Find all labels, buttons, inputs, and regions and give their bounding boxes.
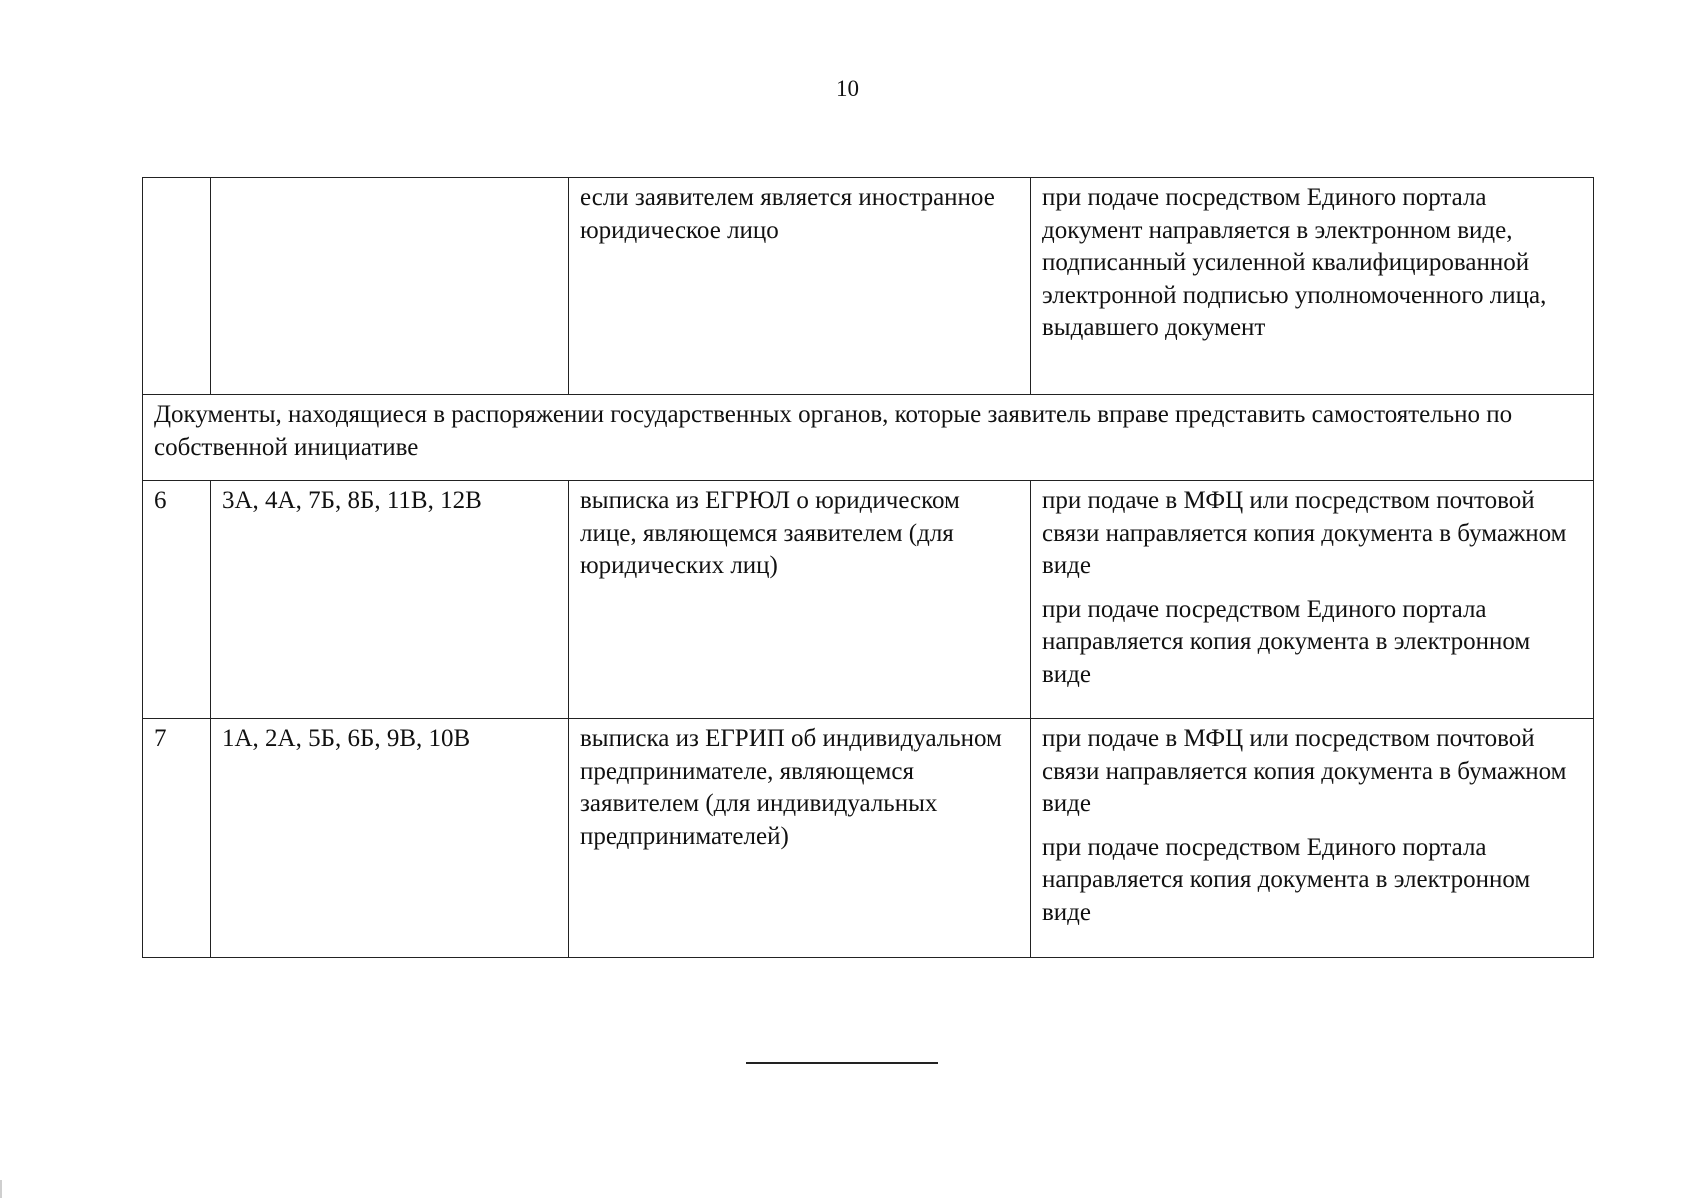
scan-edge-mark xyxy=(0,1180,2,1198)
row-codes-cell: 1А, 2А, 5Б, 6Б, 9В, 10В xyxy=(211,719,569,958)
row-codes-cell xyxy=(211,178,569,395)
row-note: при подаче в МФЦ или посредством почтовой связи направляется копия документа в бумажном виде xyxy=(1042,487,1567,579)
section-header-cell: Документы, находящиеся в распоряжении государственных органов, которые заявитель вправе представить самостоятельно по собственной инициативе xyxy=(143,395,1594,481)
table-section-row xyxy=(143,395,1594,481)
row-document-cell: если заявителем является иностранное юридическое лицо xyxy=(569,178,1031,395)
row-number-cell xyxy=(143,178,211,395)
table-row xyxy=(143,719,1594,958)
row-codes-cell: 3А, 4А, 7Б, 8Б, 11В, 12В xyxy=(211,481,569,719)
row-notes-cell xyxy=(1031,719,1594,958)
row-notes-cell xyxy=(1031,178,1594,395)
row-document-cell: выписка из ЕГРЮЛ о юридическом лице, являющемся заявителем (для юридических лиц) xyxy=(569,481,1031,719)
row-number-cell: 7 xyxy=(143,719,211,958)
documents-table xyxy=(142,177,1594,958)
row-notes-cell xyxy=(1031,481,1594,719)
row-document-cell: выписка из ЕГРИП об индивидуальном предпринимателе, являющемся заявителем (для индивидуальных предпринимателей) xyxy=(569,719,1031,958)
end-divider xyxy=(746,1062,938,1064)
table-row xyxy=(143,481,1594,719)
row-note: при подаче в МФЦ или посредством почтовой связи направляется копия документа в бумажном виде xyxy=(1042,725,1567,817)
row-number-cell: 6 xyxy=(143,481,211,719)
table-row-continued xyxy=(143,178,1594,395)
page-number: 10 xyxy=(836,76,859,101)
row-note: при подаче посредством Единого портала направляется копия документа в электронном виде xyxy=(1042,595,1531,688)
row-note: при подаче посредством Единого портала документ направляется в электронном виде, подписанный усиленной квалифицированной электронной подписью уполномоченного лица, выдавшего документ xyxy=(1042,184,1547,341)
row-note: при подаче посредством Единого портала направляется копия документа в электронном виде xyxy=(1042,833,1531,926)
